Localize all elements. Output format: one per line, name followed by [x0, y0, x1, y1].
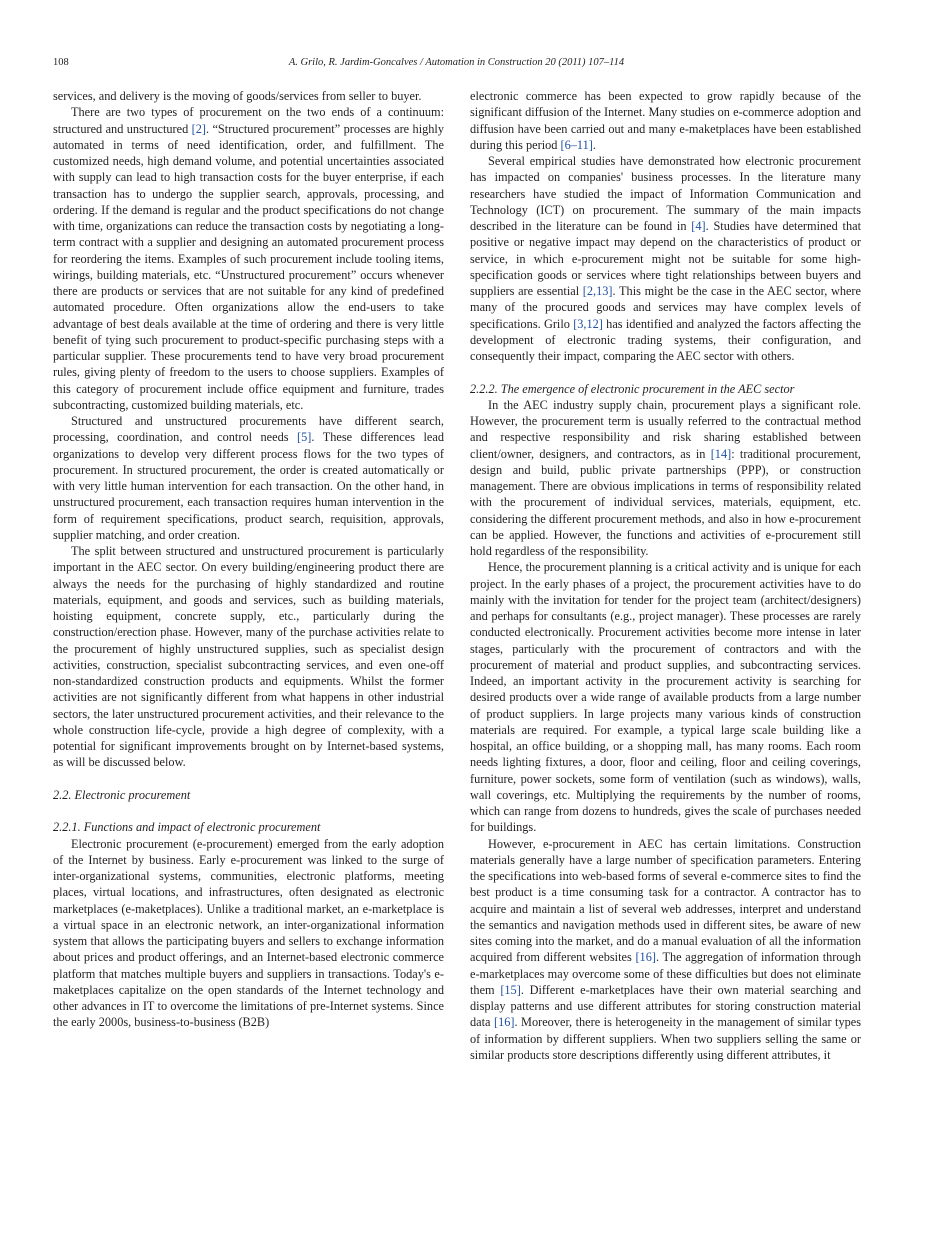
citation-link[interactable]: [2] — [191, 121, 206, 136]
citation-link[interactable]: [14] — [710, 446, 732, 461]
paragraph: The split between structured and unstructured procurement is particularly important in the AEC sector. On every building/engineering product there are always the needs for the purchasing of highly standardized and routine materials, equipment, and goods and services, such as building materials, hoisting equipment, concrete supply, etc., particularly during the construction/erection phase. However, many of the purchase activities relate to the procurement of highly unstructured supplies, such as specialist design activities, construction, specialist subcontracting services, and even one-off non-standardized construction products and equipments. Whilst the former activities are not significantly different from what happens in other industrial sectors, the later unstructured procurement activities, and their relevance to the whole construction life-cycle, provide a high degree of complexity, with a potential for significant improvements brought on by Internet-based systems, as will be discussed below. — [53, 544, 444, 770]
paragraph: There are two types of procurement on the two ends of a continuum: structured and unstructured [2]. “Structured procurement” processes are highly automated in terms of need identification, order, and fulfillment. The customized needs, high demand volume, and potential uncertainties associated with supply can lead to high transaction costs for the buyer enterprise, if each transaction has to undergo the supplier search, approvals, processing, and ordering. If the demand is regular and the product specifications do not change with time, organizations can reduce the transaction costs by negotiating a long-term contract with a supplier and designing an automated procurement process for reordering the items. Examples of such procurement include tooling items, wirings, building materials, etc. “Unstructured procurement” occurs whenever there are products or services that are not suitable for any kind of predefined automated procedure. Often organizations allow the end-users to take advantage of best deals available at the time of ordering and there is very little benefit of tying such procurement to product-specific purchasing steps with a particular supplier. These procurements tend to have very broad procurement rules, giving plenty of freedom to the users to choose suppliers. Examples of this category of procurement include office equipment and furniture, trades subcontracting, customized building materials, etc. — [53, 105, 444, 412]
page-number: 108 — [53, 57, 69, 68]
left-column — [53, 88, 444, 1031]
right-column — [470, 88, 861, 1063]
citation-link[interactable]: [5] — [297, 430, 312, 445]
paragraph: services, and delivery is the moving of goods/services from seller to buyer. — [53, 89, 422, 103]
citation-link[interactable]: [6–11] — [560, 137, 593, 152]
citation-link[interactable]: [15] — [500, 982, 521, 997]
citation-link[interactable]: [16] — [635, 950, 656, 965]
subsection-heading: 2.2.2. The emergence of electronic procurement in the AEC sector — [470, 381, 795, 396]
paragraph: Structured and unstructured procurements have different search, processing, coordination, and control needs [5]. These differences lead organizations to develop very different process flows for the two types of procurement. In structured procurement, the order is created automatically or with very little human intervention for each transaction. On the other hand, in unstructured procurement, each transaction requires human intervention in the form of requirement specifications, product search, requisition, approvals, supplier matching, and order creation. — [53, 414, 444, 542]
paragraph: In the AEC industry supply chain, procurement plays a significant role. However, the procurement term is usually referred to the contractual method and respective responsibility and risk sharing established between client/owner, designers, and contractors, as in [14]: traditional procurement, design and build, public private partnerships (PPP), or construction management. There are obvious implications in terms of responsibility related with the procurement of individual services, materials, equipment, etc. considering the different procurement methods, and also in how e-procurement can be applied. However, the functions and activities of e-procurement still hold regardless of the responsibility. — [470, 397, 861, 558]
citation-link[interactable]: [16] — [493, 1015, 515, 1030]
running-head: A. Grilo, R. Jardim-Goncalves / Automation in Construction 20 (2011) 107–114 — [288, 57, 625, 68]
paragraph: Electronic procurement (e-procurement) emerged from the early adoption of the Internet by business. Early e-procurement was linked to the surge of inter-organizational systems, communities, electronic platforms, meeting places, virtual locations, and infrastructures, often designated as electronic marketplaces (e-maketplaces). Unlike a traditional market, an e-marketplace is a virtual space in an electronic network, an inter-organizational information system that allows the participating buyers and sellers to exchange information about prices and product offerings, and an Internet-based electronic commerce platform that matches multiple buyers and suppliers in transactions. Today's e-maketplaces capitalize on the open standards of the Internet technology and other advances in IT to overcome the limitations of pre-Internet systems. Since the early 2000s, business-to-business (B2B) — [53, 836, 444, 1030]
citation-link[interactable]: [4] — [691, 219, 706, 233]
paragraph: Several empirical studies have demonstrated how electronic procurement has impacted on companies' business processes. In the literature many researchers have studied the impact of Information Communication and Technology (ICT) on procurement. The summary of the main impacts described in the literature can be found in [4]. Studies have determined that positive or negative impact may depend on the characteristics of product or service, in which e-procurement might not be suitable for some high-specification goods or services where tight relationships between buyers and suppliers are essential [2,13]. This might be the case in the AEC sector, where many of the procured goods and services may have complex levels of specifications. Grilo [3,12] has identified and analyzed the factors affecting the development of electronic trading systems, their configuration, and consequently their impact, comparing the AEC sector with others. — [470, 154, 861, 363]
paragraph: However, e-procurement in AEC has certain limitations. Construction materials generally have a large number of specification parameters. Entering the specifications into web-based forms of several e-commerce sites to find the best product is a time consuming task for a contractor. A contractor has to acquire and maintain a list of several web addresses, interpret and understand the semantics and navigation methods used in different sites, be aware of new sites coming into the market, and do a manual evaluation of all the information acquired from different websites [16]. The aggregation of information through e-marketplaces may overcome some of these difficulties but does not eliminate them [15]. Different e-marketplaces have their own material searching and display patterns and use different attributes for storing construction material data [16]. Moreover, there is heterogeneity in the management of similar types of information by different suppliers. When two suppliers selling the same or similar products store descriptions differently using different attributes, it — [470, 836, 862, 1062]
subsection-heading: 2.2.1. Functions and impact of electronic procurement — [53, 820, 321, 835]
page-header — [53, 57, 860, 73]
section-heading: 2.2. Electronic procurement — [53, 787, 191, 802]
citation-link[interactable]: [2,13] — [582, 284, 613, 298]
paragraph: Hence, the procurement planning is a critical activity and is unique for each project. In the early phases of a project, the procurement activities have to do mainly with the invitation for tender for the project team (architect/designers) and perhaps for consultants (e.g., project manager). These processes are rarely conducted electronically. Procurement activities become more intense in later stages, particularly with the procurement of contractors and with the procurement of material and product supplies, and subcontracting services. Indeed, an important activity in the procurement activity is searching for desired products over a wide range of available products from a large number of product suppliers. In large projects many various kinds of construction materials are required. For example, a typical large scale building like a hospital, an office building, or a shopping mall, has many rooms. Each room needs lighting fixtures, a door, floor and ceiling, floor and ceiling coverings, furniture, power sockets, some form of ventilation (such as windows), walls, wall coverings, etc. Multiplying the requirements by the number of rooms, which can range from dozens to hundreds, gives the scale of purchases needed for buildings. — [470, 560, 861, 835]
citation-link[interactable]: [3,12] — [573, 316, 603, 331]
paragraph: electronic commerce has been expected to grow rapidly because of the significant diffusion of the Internet. Many studies on e-commerce adoption and diffusion have been carried out and many e-maketplaces have been established during this period [6–11]. — [470, 89, 861, 152]
